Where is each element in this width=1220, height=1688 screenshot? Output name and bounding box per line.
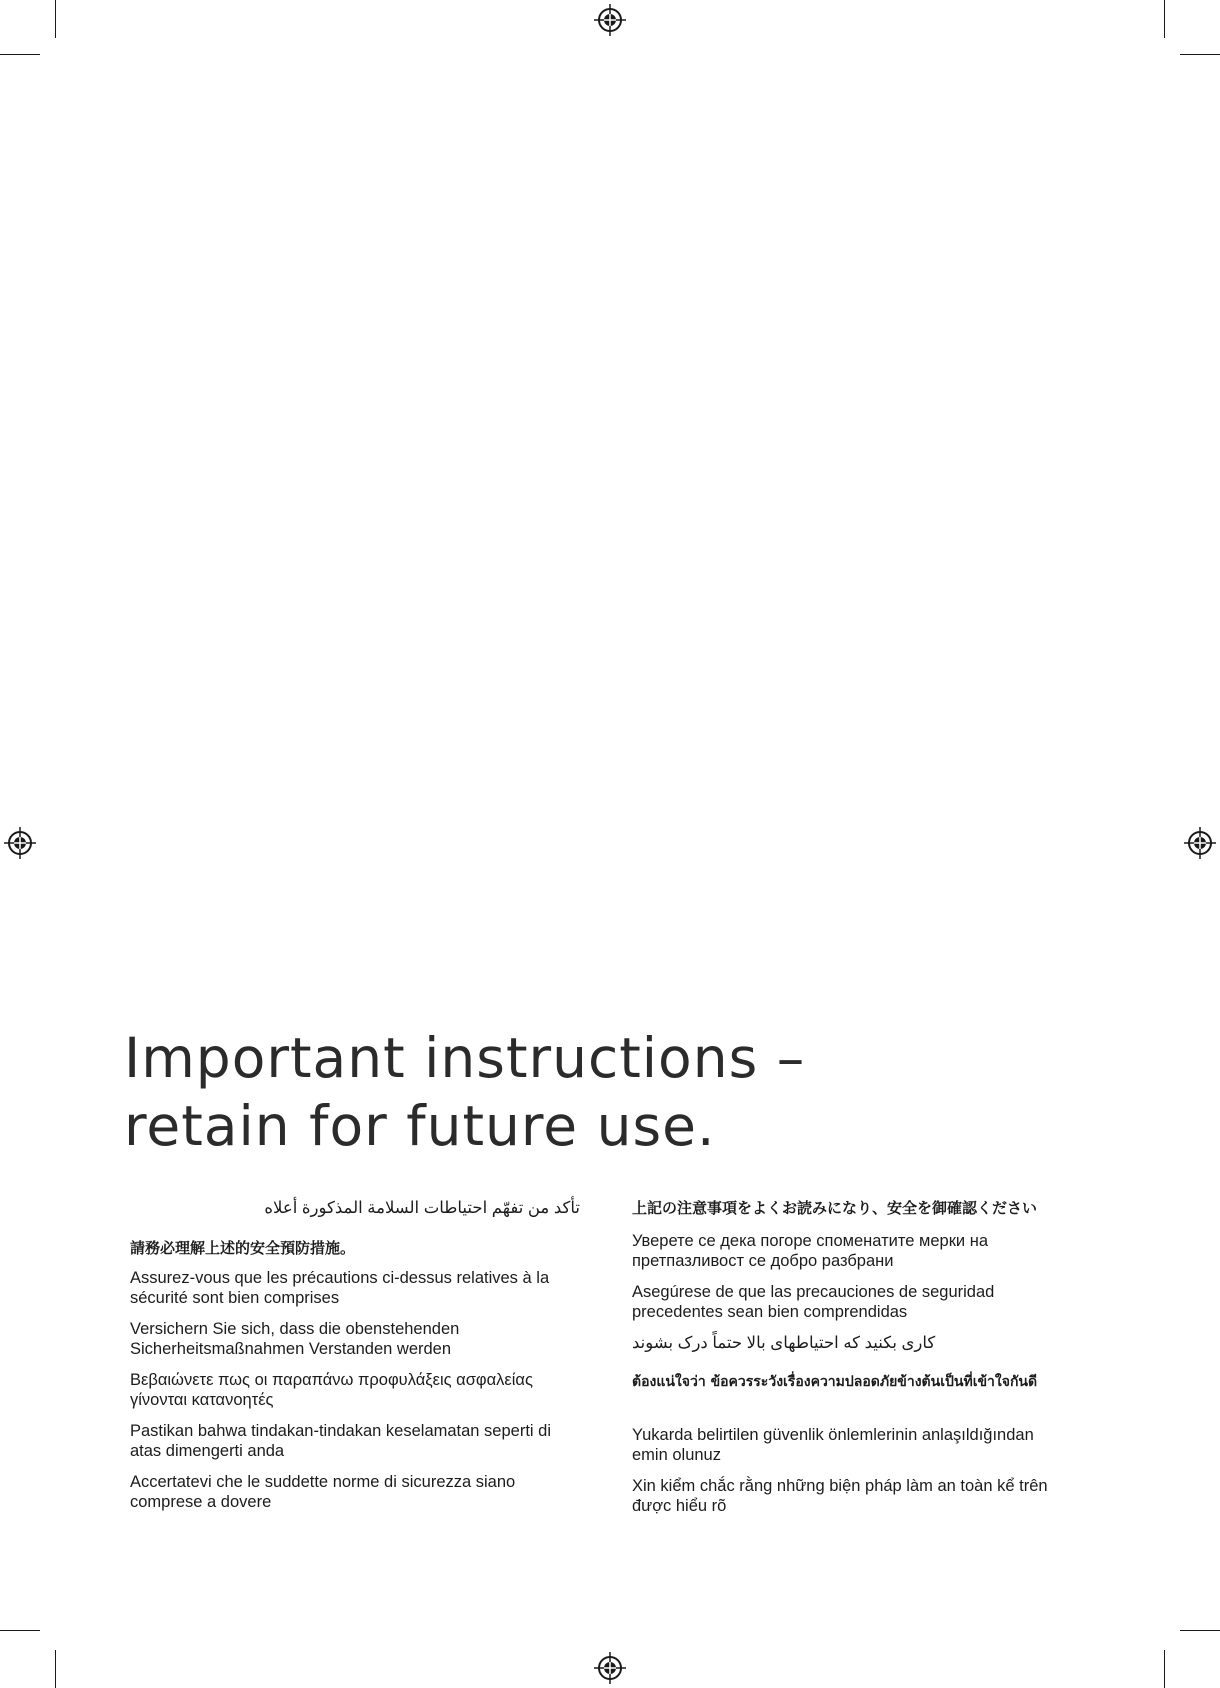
right-column xyxy=(632,1198,1072,1527)
instruction-italian: Accertatevi che le suddette norme di sicurezza siano comprese a dovere xyxy=(130,1473,516,1511)
instruction-greek: Βεβαιώνετε πως οι παραπάνω προφυλάξεις ασφαλείας γίνονται κατανοητές xyxy=(130,1371,533,1409)
instruction-arabic: تأكد من تفهّم احتياطات السلامة المذكورة أعلاه xyxy=(264,1199,580,1217)
instruction-persian: کاری بکنید که احتیاطهای بالا حتماً درک بشوند xyxy=(632,1334,936,1352)
instruction-thai: ต้องแน่ใจว่า ข้อควรระวังเรื่องความปลอดภัยข้างต้นเป็นที่เข้าใจกันดี xyxy=(632,1374,1038,1390)
crop-mark-bottom-left-h xyxy=(0,1630,40,1631)
crop-mark-top-left xyxy=(55,0,56,38)
instruction-indonesian: Pastikan bahwa tindakan-tindakan keselamatan seperti di atas dimengerti anda xyxy=(130,1422,552,1460)
instruction-chinese: 請務必理解上述的安全預防措施。 xyxy=(130,1239,356,1257)
crop-mark-bottom-right xyxy=(1164,1650,1165,1688)
instruction-macedonian: Уверете се дека погоре споменатите мерки на претпазливост се добро разбрани xyxy=(632,1232,989,1270)
registration-target-icon xyxy=(594,1652,626,1684)
instruction-vietnamese: Xin kiểm chắc rằng những biện pháp làm an toàn kể trên được hiểu rõ xyxy=(632,1477,1048,1515)
registration-target-icon xyxy=(594,4,626,36)
page-title-line-1: Important instructions – xyxy=(124,1026,806,1090)
instruction-japanese: 上記の注意事項をよくお読みになり、安全を御確認ください xyxy=(632,1199,1038,1217)
instruction-spanish: Asegúrese de que las precauciones de seguridad precedentes sean bien comprendidas xyxy=(632,1283,995,1321)
crop-mark-bottom-left xyxy=(55,1650,56,1688)
crop-mark-top-right xyxy=(1164,0,1165,38)
page-title-line-2: retain for future use. xyxy=(124,1094,716,1158)
crop-mark-bottom-right-h xyxy=(1180,1630,1220,1631)
instruction-french: Assurez-vous que les précautions ci-dessus relatives à la sécurité sont bien comprises xyxy=(130,1269,550,1307)
crop-mark-top-left-h xyxy=(0,54,40,55)
left-column xyxy=(130,1198,580,1523)
instruction-german: Versichern Sie sich, dass die obenstehenden Sicherheitsmaßnahmen Verstanden werden xyxy=(130,1320,460,1358)
page-title xyxy=(124,1024,884,1160)
crop-mark-top-right-h xyxy=(1180,54,1220,55)
registration-target-icon xyxy=(4,827,36,859)
registration-target-icon xyxy=(1184,827,1216,859)
instruction-turkish: Yukarda belirtilen güvenlik önlemlerinin anlaşıldığından emin olunuz xyxy=(632,1426,1034,1464)
